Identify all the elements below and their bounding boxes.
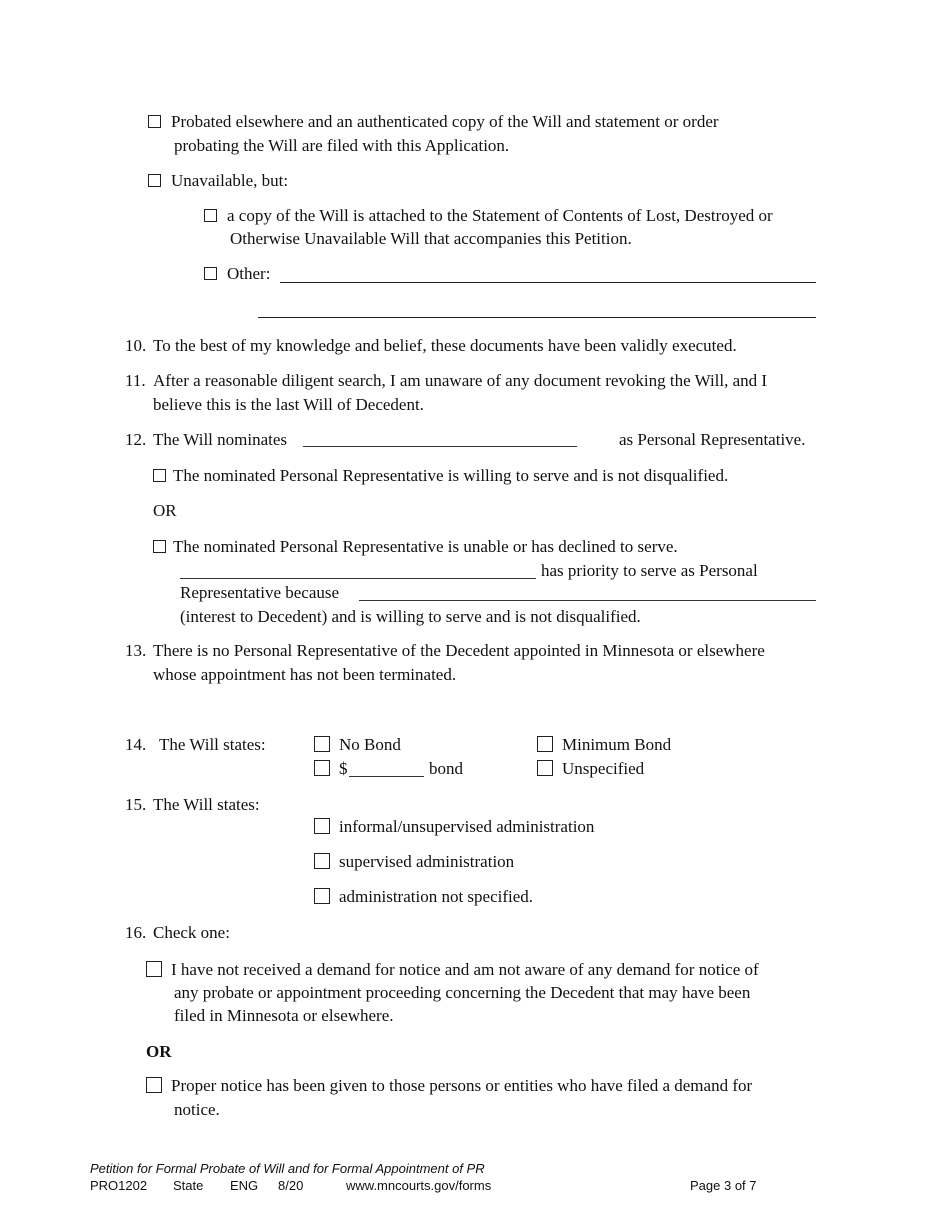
other-label: Other: <box>227 264 271 283</box>
item-13-text-2: whose appointment has not been terminated. <box>153 665 457 684</box>
priority-text: has priority to serve as Personal <box>541 561 758 580</box>
other-input-line-1[interactable] <box>280 282 816 283</box>
proper-notice-text-2: notice. <box>174 1100 220 1119</box>
footer-form-title <box>90 1161 485 1177</box>
item-13-text-1: There is no Personal Representative of the Decedent appointed in Minnesota or elsewhere <box>153 641 765 660</box>
item-16-number: 16. <box>125 923 147 942</box>
copy-attached-checkbox[interactable] <box>204 209 217 222</box>
informal-admin-label: informal/unsupervised administration <box>339 817 595 836</box>
item-12-nominee-blank[interactable]: _________________________________ <box>303 430 577 449</box>
probated-elsewhere-text-1: Probated elsewhere and an authenticated copy of the Will and statement or order <box>171 112 719 131</box>
other-input-line-2[interactable] <box>258 317 816 318</box>
unavailable-checkbox[interactable] <box>148 174 161 187</box>
footer-url[interactable]: www.mncourts.gov/forms <box>346 1178 492 1193</box>
proper-notice-text-1: Proper notice has been given to those persons or entities who have filed a demand for <box>171 1076 753 1095</box>
dollar-bond-checkbox[interactable] <box>314 760 330 776</box>
footer-form-code: PRO1202 <box>90 1178 148 1193</box>
item-11-text-1: After a reasonable diligent search, I am unaware of any document revoking the Will, and I <box>153 371 768 390</box>
unavailable-label: Unavailable, but: <box>171 171 289 190</box>
footer-date: 8/20 <box>278 1178 304 1193</box>
admin-not-specified-label: administration not specified. <box>339 887 534 906</box>
item-11-text-2: believe this is the last Will of Decedent. <box>153 395 424 414</box>
item-15-number: 15. <box>125 795 147 814</box>
pr-unable-text: The nominated Personal Representative is unable or has declined to serve. <box>173 537 678 556</box>
item-10-text: To the best of my knowledge and belief, these documents have been validly executed. <box>153 336 737 355</box>
no-demand-text-3: filed in Minnesota or elsewhere. <box>174 1006 394 1025</box>
item-14-label: The Will states: <box>159 735 266 754</box>
copy-attached-text-2: Otherwise Unavailable Will that accompanies this Petition. <box>230 229 632 248</box>
no-demand-text-2: any probate or appointment proceeding concerning the Decedent that may have been <box>174 983 751 1002</box>
bond-amount-input-line[interactable] <box>349 776 424 777</box>
interest-text: (interest to Decedent) and is willing to serve and is not disqualified. <box>180 607 641 626</box>
pr-willing-text: The nominated Personal Representative is willing to serve and is not disqualified. <box>173 466 729 485</box>
no-demand-text-1: I have not received a demand for notice and am not aware of any demand for notice of <box>171 960 759 979</box>
item-10-number: 10. <box>125 336 147 355</box>
rep-because-input-line[interactable] <box>359 600 816 601</box>
other-checkbox[interactable] <box>204 267 217 280</box>
admin-not-specified-checkbox[interactable] <box>314 888 330 904</box>
proper-notice-checkbox[interactable] <box>146 1077 162 1093</box>
probated-elsewhere-checkbox[interactable] <box>148 115 161 128</box>
footer-form-title-text: Petition for Formal Probate of Will and for Formal Appointment of PR <box>90 1161 485 1176</box>
item-16-or: OR <box>146 1042 172 1061</box>
unspecified-bond-label: Unspecified <box>562 759 645 778</box>
no-bond-label: No Bond <box>339 735 401 754</box>
no-bond-checkbox[interactable] <box>314 736 330 752</box>
priority-person-input-line[interactable] <box>180 578 536 579</box>
minimum-bond-label: Minimum Bond <box>562 735 672 754</box>
minimum-bond-checkbox[interactable] <box>537 736 553 752</box>
dollar-sign: $ <box>339 759 348 778</box>
probated-elsewhere-text-2: probating the Will are filed with this Application. <box>174 136 510 155</box>
pr-willing-checkbox[interactable] <box>153 469 166 482</box>
item-12-as-pr: as Personal Representative. <box>619 430 806 449</box>
supervised-admin-label: supervised administration <box>339 852 515 871</box>
item-13-number: 13. <box>125 641 147 660</box>
item-12-or: OR <box>153 501 177 520</box>
item-16-label: Check one: <box>153 923 230 942</box>
rep-because-label: Representative because <box>180 583 340 602</box>
informal-admin-checkbox[interactable] <box>314 818 330 834</box>
item-12-number: 12. <box>125 430 147 449</box>
item-14-number: 14. <box>125 735 147 754</box>
item-11-number: 11. <box>125 371 146 390</box>
pr-unable-checkbox[interactable] <box>153 540 166 553</box>
bond-label: bond <box>429 759 463 778</box>
footer-state: State <box>173 1178 204 1193</box>
unspecified-bond-checkbox[interactable] <box>537 760 553 776</box>
footer-language: ENG <box>230 1178 259 1193</box>
footer-page-number: Page 3 of 7 <box>690 1178 757 1193</box>
item-15-label: The Will states: <box>153 795 260 814</box>
supervised-admin-checkbox[interactable] <box>314 853 330 869</box>
no-demand-checkbox[interactable] <box>146 961 162 977</box>
copy-attached-text-1: a copy of the Will is attached to the Statement of Contents of Lost, Destroyed or <box>227 206 773 225</box>
item-12-nominates-label: The Will nominates <box>153 430 288 449</box>
